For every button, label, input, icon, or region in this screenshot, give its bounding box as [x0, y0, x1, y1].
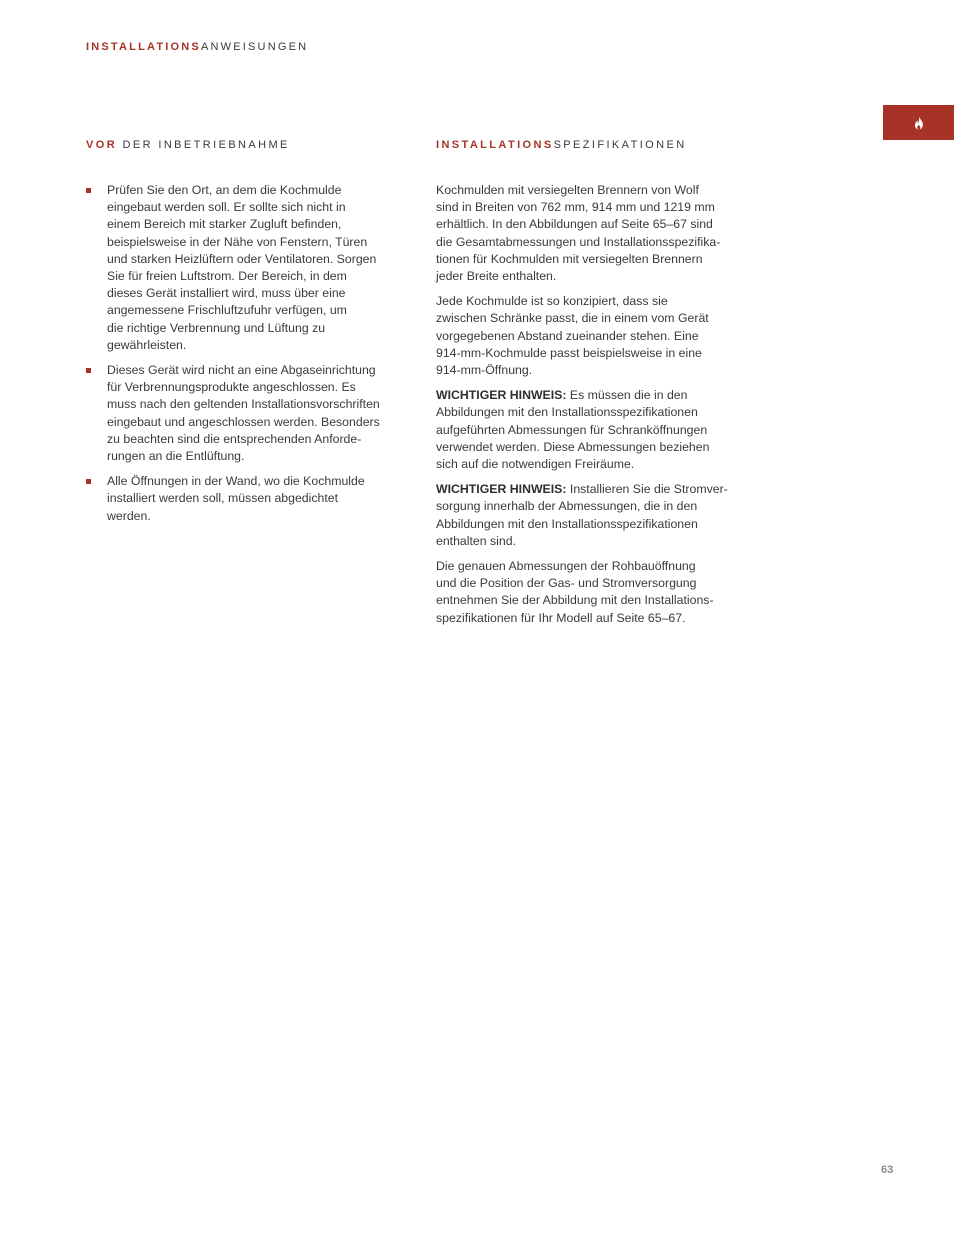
paragraph: [436, 182, 766, 285]
text-line: zwischen Schränke passt, die in einem vom Gerät: [436, 311, 709, 326]
text-line: eingebaut werden soll. Er sollte sich nicht in: [107, 200, 346, 215]
text-line: sich auf die notwendigen Freiräume.: [436, 457, 635, 472]
text-line: Prüfen Sie den Ort, an dem die Kochmulde: [107, 183, 342, 197]
checklist: [86, 182, 416, 525]
running-head-plain: ANWEISUNGEN: [200, 41, 309, 53]
text-line: spezifikationen für Ihr Modell auf Seite 65–67.: [436, 610, 686, 625]
text-fragment: Installieren Sie die Stromver-: [566, 482, 728, 497]
left-section-heading: [86, 139, 290, 151]
section-tab-marker: [883, 105, 954, 140]
list-item: [86, 473, 416, 525]
important-note: [436, 481, 766, 550]
text-line: rungen an die Entlüftung.: [107, 449, 245, 464]
left-heading-accent: VOR: [86, 139, 118, 151]
important-note: [436, 387, 766, 473]
text-line: erhältlich. In den Abbildungen auf Seite 65–67 sind: [436, 217, 713, 232]
text-line: verwendet werden. Diese Abmessungen beziehen: [436, 439, 710, 454]
text-line: Dieses Gerät wird nicht an eine Abgaseinrichtung: [107, 363, 376, 378]
text-line: Abbildungen mit den Installationsspezifikationen: [436, 405, 698, 420]
text-line: vorgegebenen Abstand zueinander stehen. Eine: [436, 328, 699, 343]
text-line: Die genauen Abmessungen der Rohbauöffnung: [436, 559, 696, 574]
text-line: eingebaut und angeschlossen werden. Besonders: [107, 414, 380, 429]
text-line: dieses Gerät installiert wird, muss über eine: [107, 286, 346, 301]
flame-icon: [913, 116, 925, 130]
text-line: enthalten sind.: [436, 533, 516, 548]
text-line: Abbildungen mit den Installationsspezifikationen: [436, 516, 698, 531]
square-bullet-icon: [86, 368, 91, 373]
text-line: 914-mm-Kochmulde passt beispielsweise in eine: [436, 345, 702, 360]
page-number: 63: [881, 1164, 894, 1176]
text-line: gewährleisten.: [107, 337, 187, 352]
text-line: angemessene Frischluftzufuhr verfügen, um: [107, 303, 347, 318]
note-label: WICHTIGER HINWEIS:: [436, 388, 567, 403]
text-line: die Gesamtabmessungen und Installationsspezifika-: [436, 234, 721, 249]
text-line: jeder Breite enthalten.: [436, 269, 557, 284]
text-line: aufgeführten Abmessungen für Schranköffnungen: [436, 422, 708, 437]
paragraph: [436, 293, 766, 379]
list-item: [86, 362, 416, 465]
right-heading-plain: SPEZIFIKATIONEN: [553, 139, 687, 151]
text-line: die richtige Verbrennung und Lüftung zu: [107, 320, 326, 335]
text-line: und die Position der Gas- und Stromversorgung: [436, 576, 697, 591]
text-line: und starken Heizlüftern oder Ventilatoren. Sorgen: [107, 251, 377, 266]
text-line: tionen für Kochmulden mit versiegelten Brennern: [436, 251, 703, 266]
text-line: [436, 481, 766, 498]
note-label: WICHTIGER HINWEIS:: [436, 482, 567, 497]
text-line: zu beachten sind die entsprechenden Anforde-: [107, 431, 362, 446]
text-line: [436, 387, 766, 404]
running-head-accent: INSTALLATIONS: [86, 41, 201, 53]
paragraph: [436, 558, 766, 627]
running-head: [86, 41, 308, 53]
right-heading-accent: INSTALLATIONS: [436, 139, 554, 151]
text-line: für Verbrennungsprodukte angeschlossen. Es: [107, 380, 356, 395]
text-line: muss nach den geltenden Installationsvorschriften: [107, 397, 380, 412]
text-line: sind in Breiten von 762 mm, 914 mm und 1219 mm: [436, 200, 715, 215]
square-bullet-icon: [86, 479, 91, 484]
list-item: [86, 182, 416, 354]
text-line: Alle Öffnungen in der Wand, wo die Kochmulde: [107, 474, 365, 489]
text-line: Kochmulden mit versiegelten Brennern von Wolf: [436, 183, 699, 197]
text-line: einem Bereich mit starker Zugluft befinden,: [107, 217, 342, 232]
text-line: Jede Kochmulde ist so konzipiert, dass sie: [436, 294, 668, 309]
text-fragment: Es müssen die in den: [566, 388, 688, 403]
text-line: Sie für freien Luftstrom. Der Bereich, in dem: [107, 269, 347, 284]
left-heading-plain: DER INBETRIEBNAHME: [117, 139, 290, 151]
text-line: beispielsweise in der Nähe von Fenstern, Türen: [107, 234, 368, 249]
text-line: installiert werden soll, müssen abgedichtet: [107, 491, 339, 506]
text-line: sorgung innerhalb der Abmessungen, die in den: [436, 499, 698, 514]
right-section-heading: [436, 139, 687, 151]
text-line: werden.: [107, 508, 151, 523]
left-column: [86, 182, 416, 533]
text-line: 914-mm-Öffnung.: [436, 363, 533, 378]
text-line: entnehmen Sie der Abbildung mit den Installations-: [436, 593, 714, 608]
right-column: [436, 182, 766, 635]
square-bullet-icon: [86, 188, 91, 193]
